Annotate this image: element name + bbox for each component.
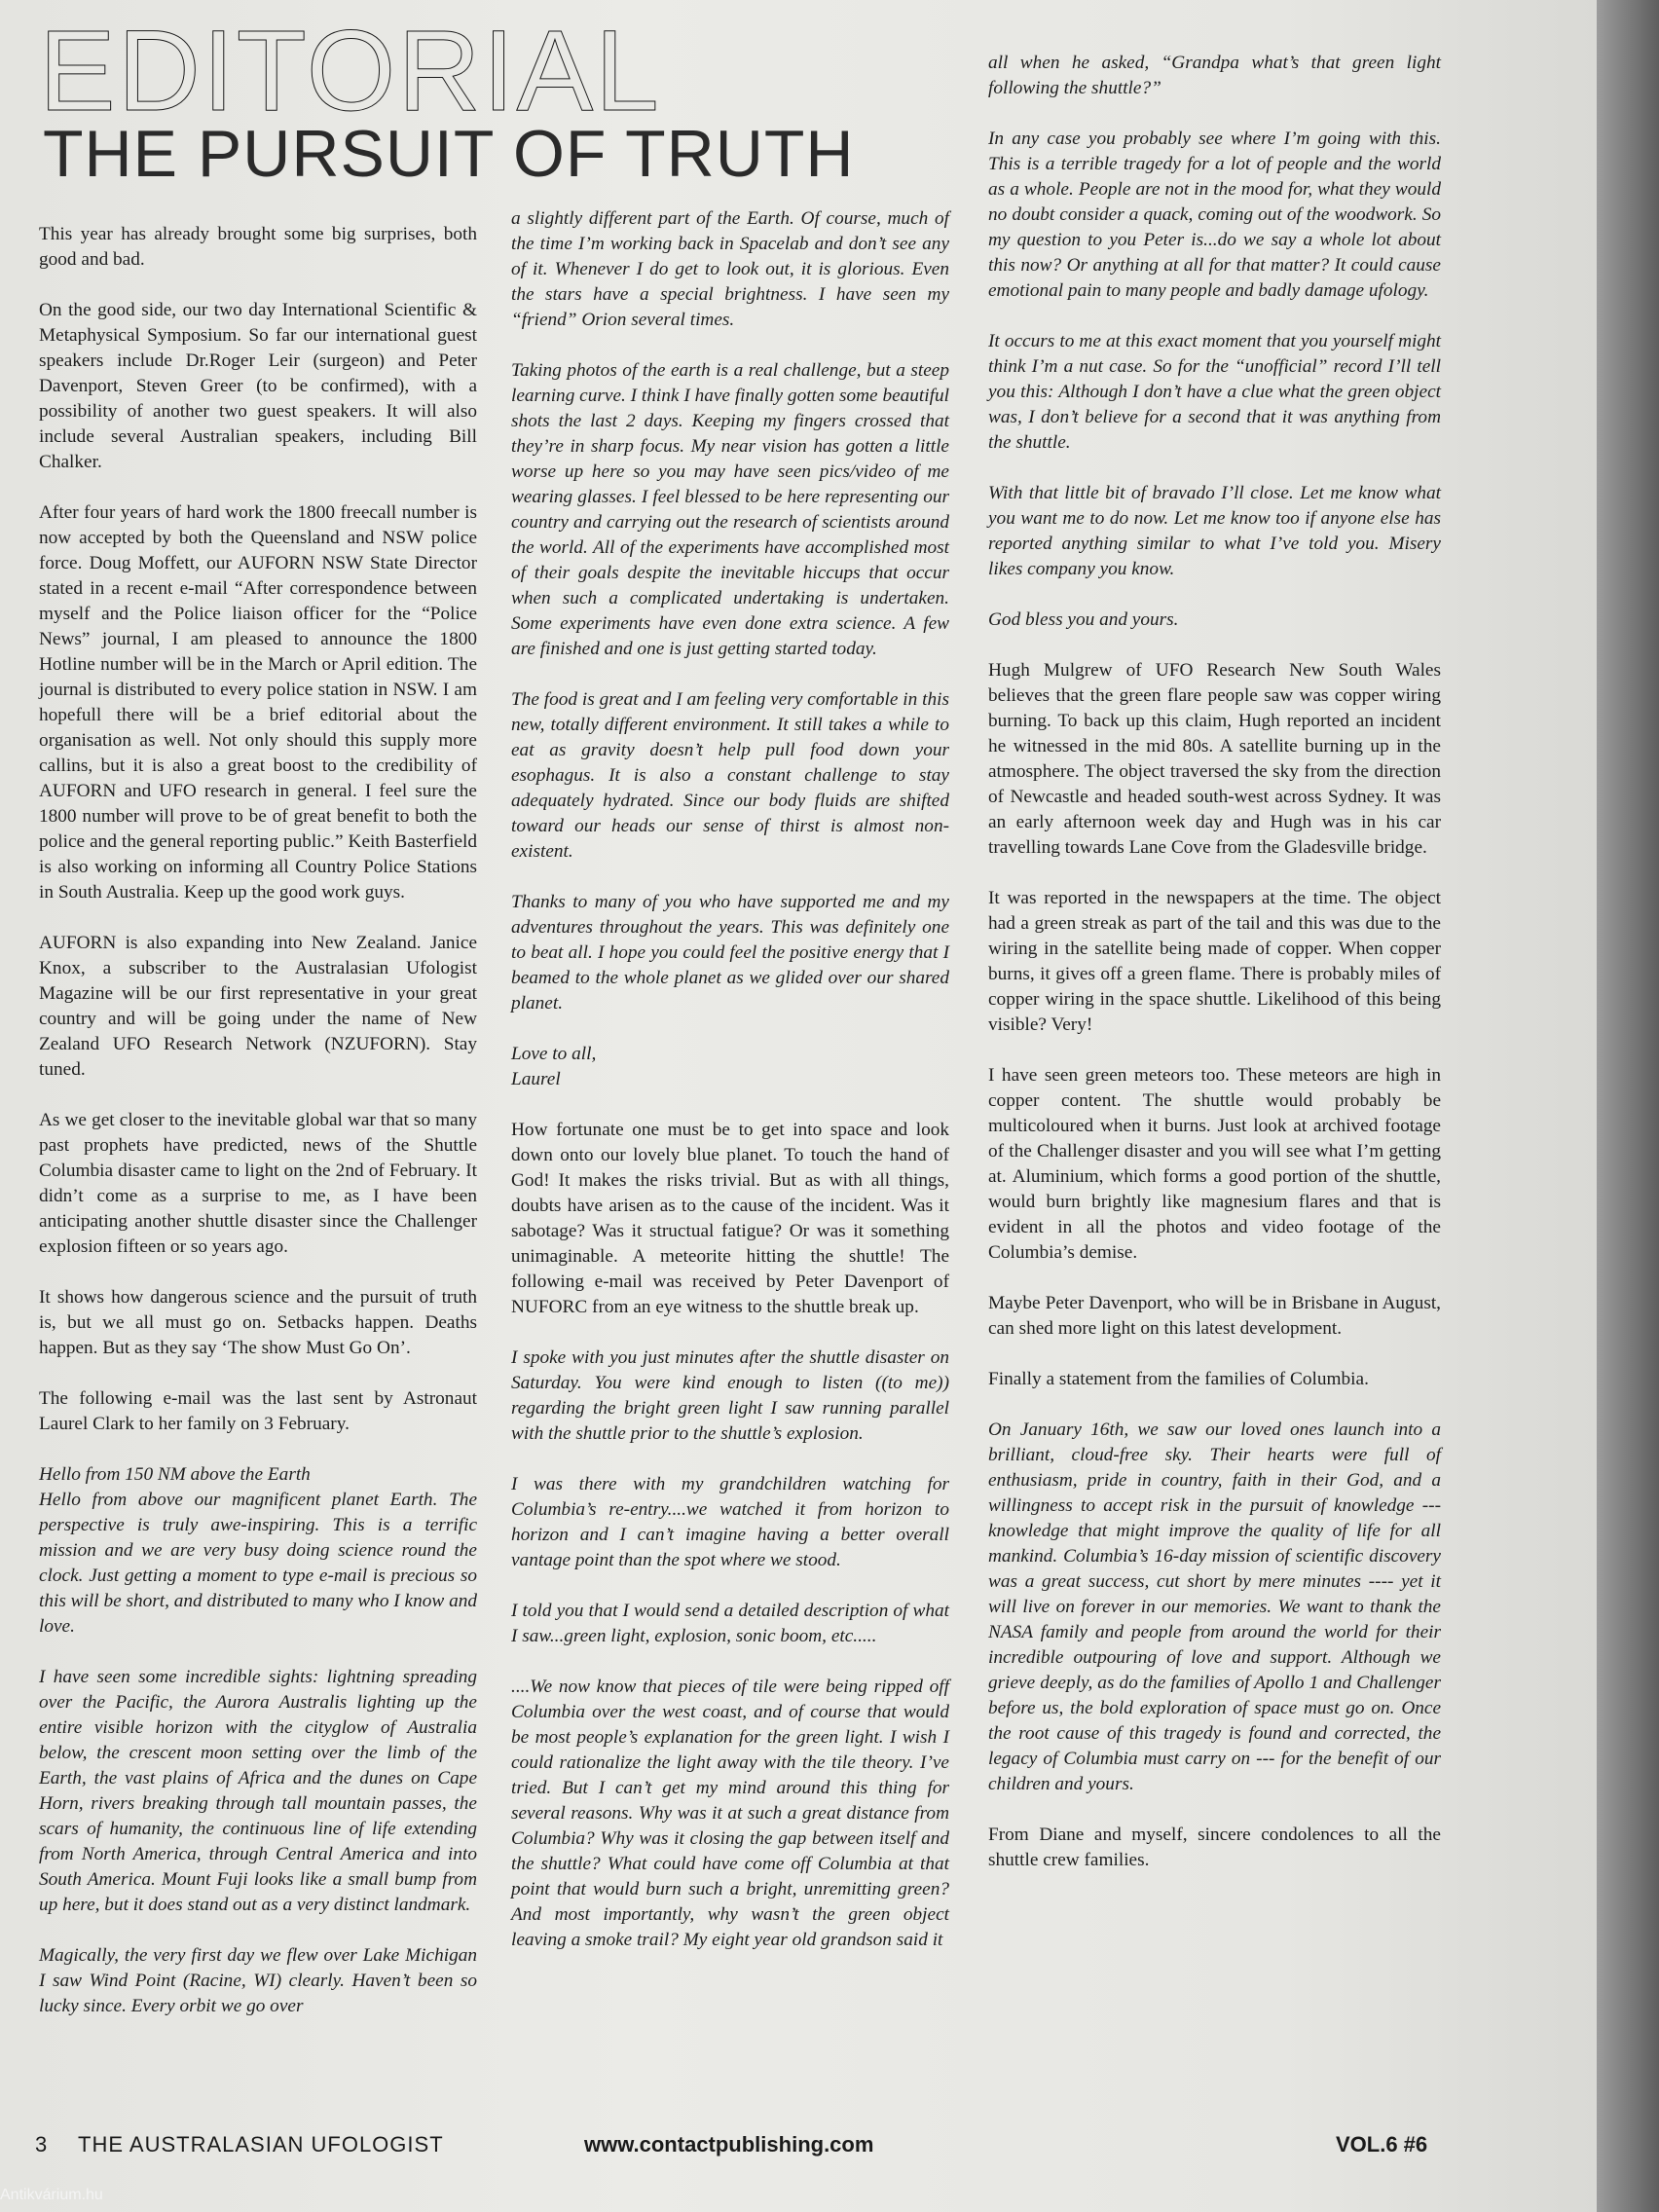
paragraph: Finally a statement from the families of Columbia. — [988, 1369, 1369, 1389]
page-number: 3 — [35, 2132, 48, 2157]
volume-issue: VOL.6 #6 — [1336, 2132, 1428, 2157]
paragraph: It shows how dangerous science and the pursuit of truth is, but we all must go on. Setbacks happen. Deaths happen. But as they say ‘The show Must Go On’. — [39, 1287, 477, 1358]
paragraph: I have seen green meteors too. These meteors are high in copper content. The shuttle would probably be multicoloured when it burns. Just look at archived footage of the Challenger disaster and you will see what I’m getting at. Aluminium, which forms a good portion of the shuttle, would burn brightly like magnesium flares and that is evident in all the photos and video footage of the Columbia’s demise. — [988, 1065, 1441, 1263]
paragraph: From Diane and myself, sincere condolences to all the shuttle crew families. — [988, 1825, 1441, 1870]
paragraph: How fortunate one must be to get into space and look down onto our lovely blue planet. To touch the hand of God! It makes the risks trivial. But as with all things, doubts have arisen as to the cause of the incident. Was it sabotage? Was it structual fatigue? Or was it something unimaginable. A meteorite hitting the shuttle! The following e-mail was received by Peter Davenport of NUFORC from an eye witness to the shuttle break up. — [511, 1120, 949, 1317]
paragraph: After four years of hard work the 1800 freecall number is now accepted by both the Queensland and NSW police force. Doug Moffett, our AUFORN NSW State Director stated in a recent e-mail “After correspondence between myself and the Police liaison officer for the “Police News” journal, I am pleased to announce the 1800 Hotline number will be in the March or April edition. The journal is distributed to every police station in NSW. I am hopefull there will be a brief editorial about the organisation as well. Not only should this supply more callins, but it is also a great boost to the credibility of AUFORN and UFO research in general. I feel sure the 1800 number will prove to be of great benefit to both the police and the general reporting public.” Keith Basterfield is also working on informing all Country Police Stations in South Australia. Keep up the good work guys. — [39, 502, 477, 903]
page-edge-shadow — [1597, 0, 1659, 2212]
paragraph: I told you that I would send a detailed description of what I saw...green light, explosion, sonic boom, etc..... — [511, 1601, 949, 1646]
magazine-name: THE AUSTRALASIAN UFOLOGIST — [78, 2132, 444, 2157]
text-column-3 — [988, 51, 1441, 1899]
paragraph: a slightly different part of the Earth. Of course, much of the time I’m working back in Spacelab and don’t see any of it. Whenever I do get to look out, it is glorious. Even the stars have a special brightness. I have seen my “friend” Orion several times. — [511, 208, 949, 330]
paragraph: I spoke with you just minutes after the shuttle disaster on Saturday. You were kind enough to listen ((to me)) regarding the bright green light I saw running parallel with the shuttle prior to the shuttle’s explosion. — [511, 1347, 949, 1444]
paragraph: Taking photos of the earth is a real challenge, but a steep learning curve. I think I have finally gotten some beautiful shots the last 2 days. Keeping my fingers crossed that they’re in sharp focus. My near vision has gotten a little worse up here so you may have seen pics/video of me wearing glasses. I feel blessed to be here representing our country and carrying out the research of scientists around the world. All of the experiments have accomplished most of their goals despite the inevitable hiccups that occur when such a complicated undertaking is undertaken. Some experiments have even done extra science. A few are finished and one is just getting started today. — [511, 360, 949, 659]
paragraph: I was there with my grandchildren watching for Columbia’s re-entry....we watched it from horizon to horizon and I can’t imagine having a better overall vantage point than the spot where we stood. — [511, 1474, 949, 1570]
paragraph: Thanks to many of you who have supported me and my adventures throughout the years. This was definitely one to beat all. I hope you could feel the positive energy that I beamed to the whole planet as we glided over our shared planet. — [511, 892, 949, 1014]
paragraph: all when he asked, “Grandpa what’s that green light following the shuttle?” — [988, 53, 1441, 98]
page-footer — [0, 2132, 1597, 2171]
paragraph: Maybe Peter Davenport, who will be in Brisbane in August, can shed more light on this latest development. — [988, 1293, 1441, 1339]
paragraph: Hello from 150 NM above the Earth — [39, 1464, 311, 1485]
text-column-1 — [39, 222, 477, 2045]
paragraph: In any case you probably see where I’m going with this. This is a terrible tragedy for a lot of people and the world as a whole. People are not in the mood for, what they would no doubt consider a quack, coming out of the woodwork. So my question to you Peter is...do we say a whole lot about this now? Or anything at all for that matter? It could cause emotional pain to many people and badly damage ufology. — [988, 129, 1441, 301]
paragraph: ....We now know that pieces of tile were being ripped off Columbia over the west coast, and of course that would be most people’s explanation for the green light. I wish I could rationalize the light away with the tile theory. I’ve tried. But I can’t get my mind around this thing for several reasons. Why was it at such a great distance from Columbia? Why was it closing the gap between itself and the shuttle? What could have come off Columbia at that point that would burn such a bright, unremitting green? And most importantly, why wasn’t the green object leaving a smoke trail? My eight year old grandson said it — [511, 1677, 949, 1950]
text-column-2 — [511, 206, 949, 1978]
paragraph: Magically, the very first day we flew over Lake Michigan I saw Wind Point (Racine, WI) clearly. Haven’t been so lucky since. Every orbit we go over — [39, 1945, 477, 2016]
paragraph: It occurs to me at this exact moment that you yourself might think I’m a nut case. So for the “unofficial” record I’ll tell you this: Although I don’t have a clue what the green object was, I don’t believe for a second that it was anything from the shuttle. — [988, 331, 1441, 453]
paragraph: With that little bit of bravado I’ll close. Let me know what you want me to do now. Let me know too if anyone else has reported anything similar to what I’ve told you. Misery likes company you know. — [988, 483, 1441, 579]
paragraph: Hello from above our magnificent planet Earth. The perspective is truly awe-inspiring. This is a terrific mission and we are very busy doing science round the clock. Just getting a moment to type e-mail is precious so this will be short, and distributed to many who I know and love. — [39, 1490, 477, 1637]
paragraph: This year has already brought some big surprises, both good and bad. — [39, 224, 477, 270]
watermark: Antikvárium.hu — [0, 2187, 103, 2203]
paragraph: The following e-mail was the last sent by Astronaut Laurel Clark to her family on 3 February. — [39, 1388, 477, 1434]
publisher-url: www.contactpublishing.com — [584, 2132, 874, 2157]
paragraph: The food is great and I am feeling very comfortable in this new, totally different environment. It still takes a while to eat as gravity doesn’t help pull food down your esophagus. It is also a constant challenge to stay adequately hydrated. Since our body fluids are shifted toward our heads our sense of thirst is almost non-existent. — [511, 689, 949, 862]
paragraph: On the good side, our two day International Scientific & Metaphysical Symposium. So far our international guest speakers include Dr.Roger Leir (surgeon) and Peter Davenport, Steven Greer (to be confirmed), with a possibility of another two guest speakers. It will also include several Australian speakers, including Bill Chalker. — [39, 300, 477, 472]
paragraph: I have seen some incredible sights: lightning spreading over the Pacific, the Aurora Australis lighting up the entire visible horizon with the cityglow of Australia below, the crescent moon setting over the limb of the Earth, the vast plains of Africa and the dunes on Cape Horn, rivers breaking through tall mountain passes, the scars of humanity, the continuous line of life extending from North America, through Central America and into South America. Mount Fuji looks like a small bump from up here, but it does stand out as a very distinct landmark. — [39, 1667, 477, 1915]
paragraph: As we get closer to the inevitable global war that so many past prophets have predicted, news of the Shuttle Columbia disaster came to light on the 2nd of February. It didn’t come as a surprise to me, as I have been anticipating another shuttle disaster since the Challenger explosion fifteen or so years ago. — [39, 1110, 477, 1257]
page-subtitle: THE PURSUIT OF TRUTH — [43, 117, 855, 191]
paragraph: On January 16th, we saw our loved ones launch into a brilliant, cloud-free sky. Their hearts were full of enthusiasm, pride in country, faith in their God, and a willingness to accept risk in the pursuit of knowledge --- knowledge that might improve the quality of life for all mankind. Columbia’s 16-day mission of scientific discovery was a great success, cut short by mere minutes ---- yet it will live on forever in our memories. We want to thank the NASA family and people from around the world for their incredible outpouring of love and support. Although we grieve deeply, as do the families of Apollo 1 and Challenger before us, the bold exploration of space must go on. Once the root cause of this tragedy is found and corrected, the legacy of Columbia must carry on --- for the benefit of our children and yours. — [988, 1419, 1441, 1794]
paragraph: God bless you and yours. — [988, 609, 1179, 630]
paragraph: Love to all, — [511, 1044, 597, 1064]
paragraph: Hugh Mulgrew of UFO Research New South Wales believes that the green flare people saw was copper wiring burning. To back up this claim, Hugh reported an incident he witnessed in the mid 80s. A satellite burning up in the atmosphere. The object traversed the sky from the direction of Newcastle and headed south-west across Sydney. It was an early afternoon week day and Hugh was in his car travelling towards Lane Cove from the Gladesville bridge. — [988, 660, 1441, 858]
paragraph: AUFORN is also expanding into New Zealand. Janice Knox, a subscriber to the Australasian Ufologist Magazine will be our first representative in your great country and will be going under the name of New Zealand UFO Research Network (NZUFORN). Stay tuned. — [39, 933, 477, 1080]
page-title: EDITORIAL — [39, 7, 661, 135]
paragraph: It was reported in the newspapers at the time. The object had a green streak as part of the tail and this was due to the wiring in the satellite being made of copper. When copper burns, it gives off a green flame. There is probably miles of copper wiring in the space shuttle. Likelihood of this being visible? Very! — [988, 888, 1441, 1035]
paragraph: Laurel — [511, 1069, 561, 1089]
